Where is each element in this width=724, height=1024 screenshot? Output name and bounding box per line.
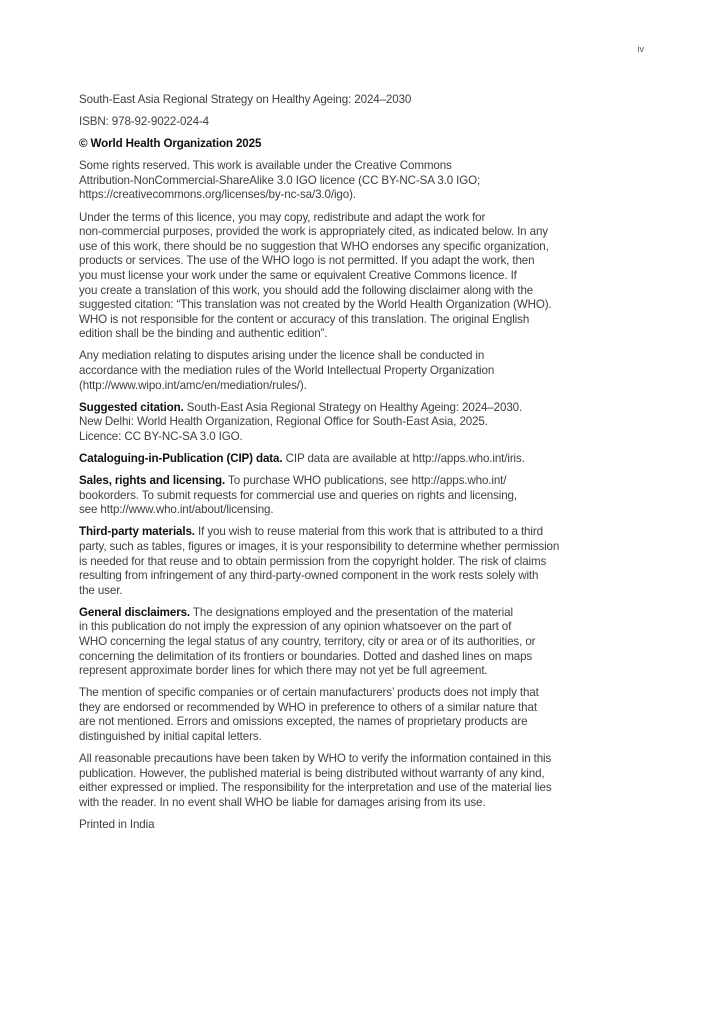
suggested-citation-paragraph: Suggested citation. South-East Asia Regional Strategy on Healthy Ageing: 2024–2030. New Delhi: World Health Organization, Regional Office for South-East Asia, 2025. Licence: CC BY-NC-SA 3.0 IGO.: [79, 400, 523, 443]
third-party-label: Third-party materials.: [79, 525, 195, 539]
licence-terms-paragraph: Under the terms of this licence, you may copy, redistribute and adapt the work for non-commercial purposes, provided the work is appropriately cited, as indicated below. In any use of this work, there should be no suggestion that WHO endorses any specific organization, products or services. The use of the WHO logo is not permitted. If you adapt the work, then you must license your work under the same or equivalent Creative Commons licence. If you create a translation of this work, you should add the following disclaimer along with the suggested citation: “This translation was not created by the World Health Organization (WHO). WHO is not responsible for the content or accuracy of this translation. The original English edition shall be the binding and authentic edition”.: [79, 210, 552, 341]
mention-paragraph: The mention of specific companies or of certain manufacturers’ products does not imply that they are endorsed or recommended by WHO in preference to others of a similar nature that are not mentioned. Errors and omissions excepted, the names of proprietary products are distinguished by initial capital letters.: [79, 686, 539, 744]
copyright-page-content: [79, 93, 649, 840]
publication-title: South-East Asia Regional Strategy on Healthy Ageing: 2024–2030: [79, 93, 412, 106]
cip-label: Cataloguing-in-Publication (CIP) data.: [79, 451, 283, 465]
copyright-notice: © World Health Organization 2025: [79, 137, 262, 151]
third-party-paragraph: Third-party materials. If you wish to reuse material from this work that is attributed to a third party, such as tables, figures or images, it is your responsibility to determine whether permission is needed for that reuse and to obtain permission from the copyright holder. The risk of claims resulting from infringement of any third-party-owned component in the work rests solely with the user.: [79, 525, 560, 597]
isbn: ISBN: 978-92-9022-024-4: [79, 115, 210, 129]
page-number: iv: [637, 44, 644, 54]
general-disclaimers-paragraph: General disclaimers. The designations employed and the presentation of the material in this publication do not imply the expression of any opinion whatsoever on the part of WHO concerning the legal status of any country, territory, city or area or of its authorities, or concerning the delimitation of its frontiers or boundaries. Dotted and dashed lines on maps represent approximate border lines for which there may not yet be full agreement.: [79, 605, 536, 678]
sales-paragraph: Sales, rights and licensing. To purchase WHO publications, see http://apps.who.int/ bookorders. To submit requests for commercial use and queries on rights and licensing, see http://www.who.int/about/licensing.: [79, 474, 517, 517]
rights-paragraph: Some rights reserved. This work is available under the Creative Commons Attribution-NonCommercial-ShareAlike 3.0 IGO licence (CC BY-NC-SA 3.0 IGO; https://creativecommons.org/licenses/by-nc-sa/3.0/igo).: [79, 159, 481, 202]
creative-commons-link[interactable]: https://creativecommons.org/licenses/by-nc-sa/3.0/igo).: [79, 188, 356, 202]
licensing-link[interactable]: see http://www.who.int/about/licensing.: [79, 503, 274, 517]
suggested-citation-label: Suggested citation.: [79, 400, 184, 414]
cip-paragraph: [79, 452, 649, 467]
printed-in: Printed in India: [79, 818, 155, 832]
precautions-paragraph: All reasonable precautions have been taken by WHO to verify the information contained in this publication. However, the published material is being distributed without warranty of any kind, either expressed or implied. The responsibility for the interpretation and use of the material lies with the reader. In no event shall WHO be liable for damages arising from its use.: [79, 752, 552, 809]
sales-label: Sales, rights and licensing.: [79, 474, 226, 488]
mediation-paragraph: Any mediation relating to disputes arising under the licence shall be conducted in accordance with the mediation rules of the World Intellectual Property Organization (http://www.wipo.int/amc/en/mediation/rules/).: [79, 349, 495, 392]
cip-text: CIP data are available at http://apps.who.int/iris.: [282, 451, 525, 465]
wipo-link[interactable]: (http://www.wipo.int/amc/en/mediation/rules/).: [79, 378, 307, 392]
general-disclaimers-label: General disclaimers.: [79, 605, 191, 619]
